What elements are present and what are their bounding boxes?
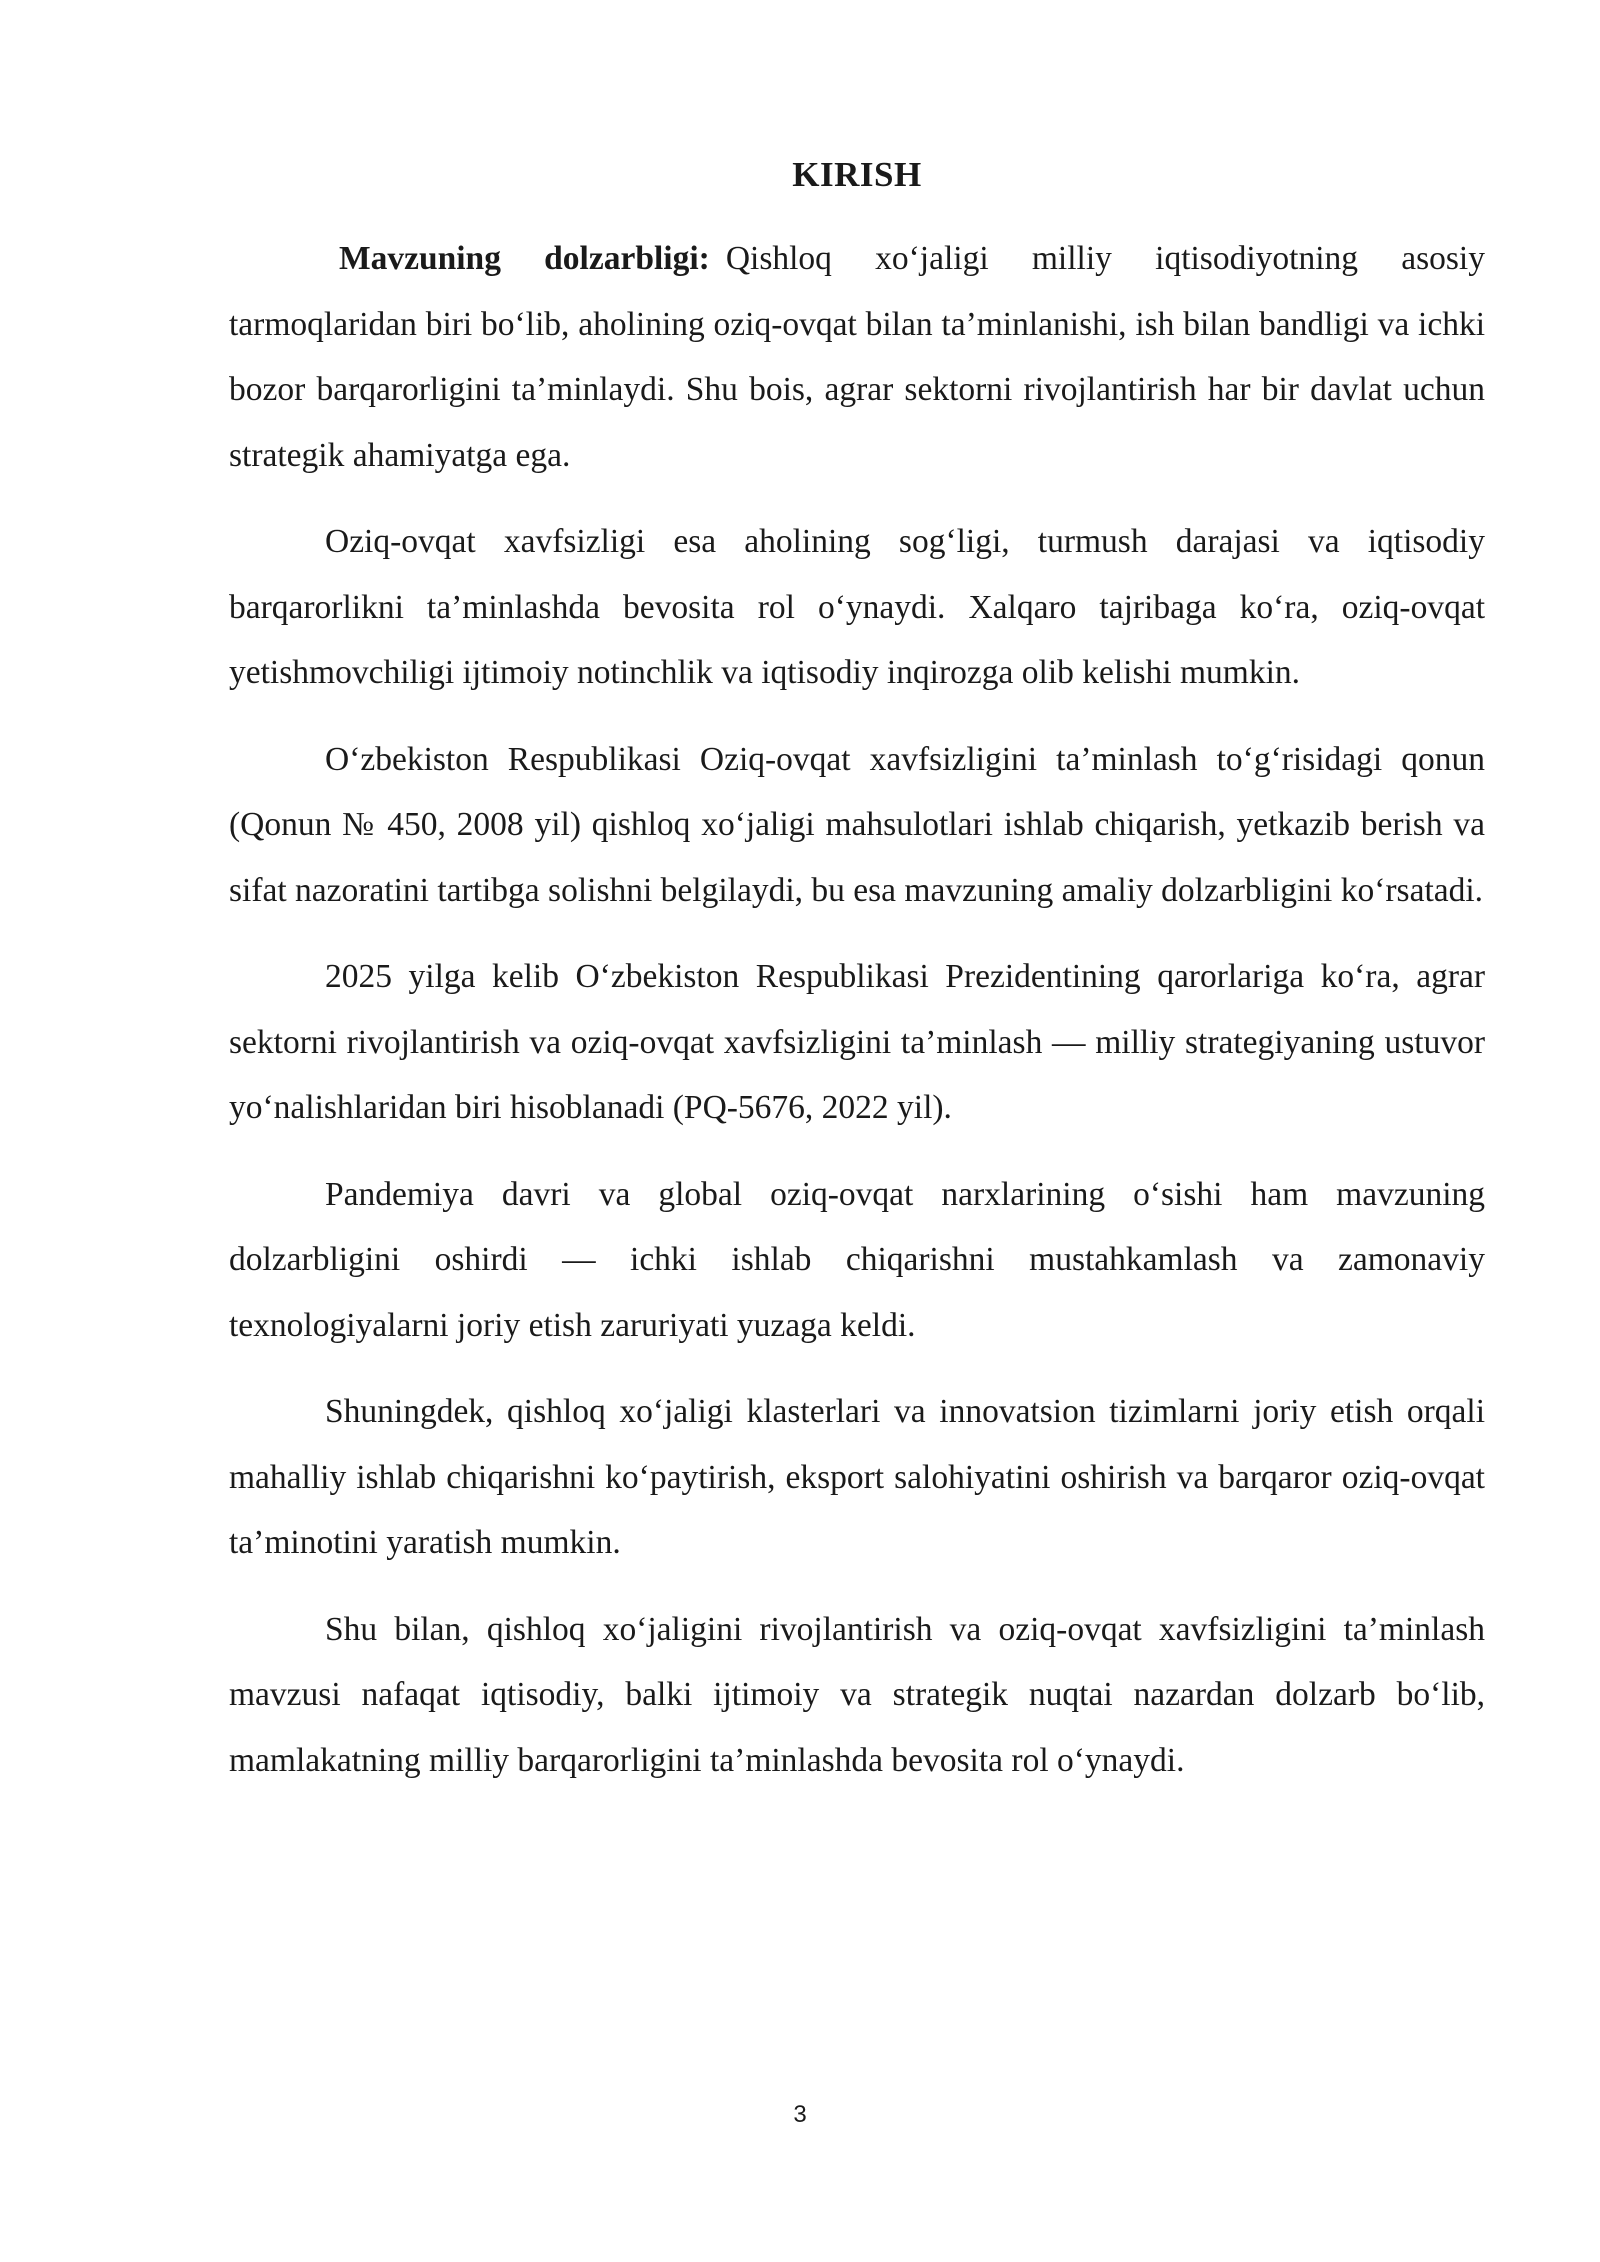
relevance-label: Mavzuning dolzarbligi: xyxy=(339,240,710,277)
paragraph: Oziq-ovqat xavfsizligi esa aholining sog‘ligi, turmush darajasi va iqtisodiy barqarorlikni ta’minlashda bevosita rol o‘ynaydi. Xalqaro tajribaga ko‘ra, oziq-ovqat yetishmovchiligi ijtimoiy notinchlik va iqtisodiy inqirozga olib kelishi mumkin. xyxy=(229,523,1485,691)
paragraph: Pandemiya davri va global oziq-ovqat narxlarining o‘sishi ham mavzuning dolzarbligini oshirdi — ichki ishlab chiqarishni mustahkamlash va zamonaviy texnologiyalarni joriy etish zaruriyati yuzaga keldi. xyxy=(229,1175,1485,1344)
paragraph: 2025 yilga kelib O‘zbekiston Respublikasi Prezidentining qarorlariga ko‘ra, agrar sektorni rivojlantirish va oziq-ovqat xavfsizligini ta’minlash — milliy strategiyaning ustuvor yo‘nalishlaridan biri hisoblanadi (PQ-5676, 2022 yil). xyxy=(229,958,1485,1126)
section-heading: KIRISH xyxy=(792,155,922,194)
page-content xyxy=(229,148,1485,1814)
paragraph: Shuningdek, qishloq xo‘jaligi klasterlari va innovatsion tizimlarni joriy etish orqali mahalliy ishlab chiqarishni ko‘paytirish, eksport salohiyatini oshirish va barqaror oziq-ovqat ta’minotini yaratish mumkin. xyxy=(229,1393,1485,1561)
paragraph-relevance xyxy=(229,226,1485,488)
page-number: 3 xyxy=(793,2101,807,2128)
paragraph-text: Qishloq xo‘jaligi milliy iqtisodiyotning asosiy tarmoqlaridan biri bo‘lib, aholining oziq-ovqat bilan ta’minlanishi, ish bilan bandligi va ichki bozor barqarorligini ta’minlaydi. Shu bois, agrar sektorni rivojlantirish har bir davlat uchun strategik ahamiyatga ega. xyxy=(229,240,1485,474)
paragraph: Shu bilan, qishloq xo‘jaligini rivojlantirish va oziq-ovqat xavfsizligini ta’minlash mavzusi nafaqat iqtisodiy, balki ijtimoiy va strategik nuqtai nazardan dolzarb bo‘lib, mamlakatning milliy barqarorligini ta’minlashda bevosita rol o‘ynaydi. xyxy=(229,1610,1485,1779)
paragraph: O‘zbekiston Respublikasi Oziq-ovqat xavfsizligini ta’minlash to‘g‘risidagi qonun (Qonun № 450, 2008 yil) qishloq xo‘jaligi mahsulotlari ishlab chiqarish, yetkazib berish va sifat nazoratini tartibga solishni belgilaydi, bu esa mavzuning amaliy dolzarbligini ko‘rsatadi. xyxy=(229,740,1485,909)
